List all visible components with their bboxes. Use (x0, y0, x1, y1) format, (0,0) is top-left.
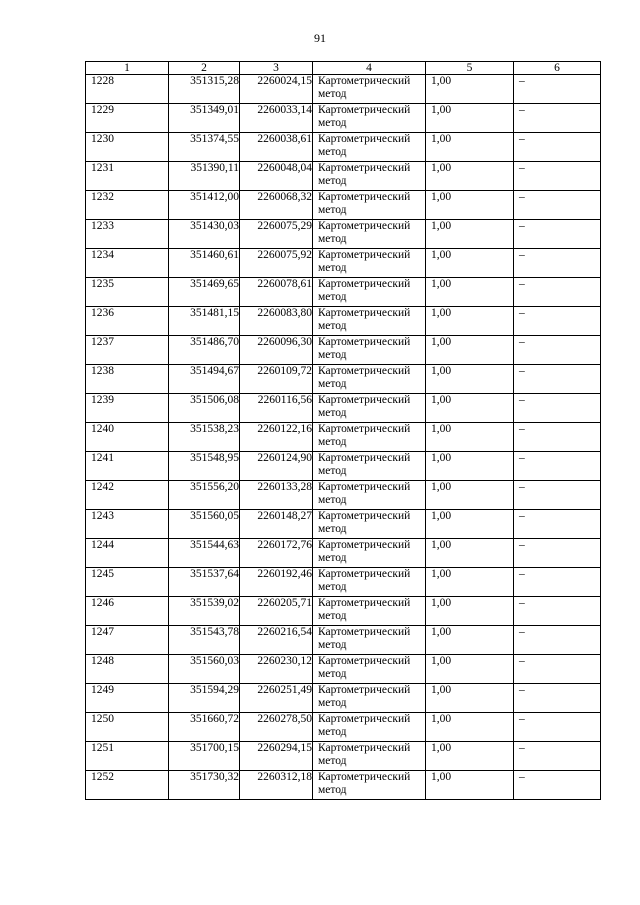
note-cell: – (514, 394, 601, 423)
x-coordinate-cell: 351560,05 (169, 510, 240, 539)
note-cell: – (514, 655, 601, 684)
point-number-cell: 1242 (86, 481, 169, 510)
table-row (86, 568, 601, 597)
x-coordinate-cell: 351494,67 (169, 365, 240, 394)
point-number-cell: 1241 (86, 452, 169, 481)
precision-cell: 1,00 (426, 626, 514, 655)
table-row (86, 742, 601, 771)
note-cell: – (514, 626, 601, 655)
precision-cell: 1,00 (426, 220, 514, 249)
table-row (86, 626, 601, 655)
precision-cell: 1,00 (426, 481, 514, 510)
point-number-cell: 1236 (86, 307, 169, 336)
method-cell: Картометрический метод (313, 394, 426, 423)
point-number-cell: 1245 (86, 568, 169, 597)
x-coordinate-cell: 351700,15 (169, 742, 240, 771)
point-number-cell: 1229 (86, 104, 169, 133)
y-coordinate-cell: 2260205,71 (240, 597, 313, 626)
point-number-cell: 1252 (86, 771, 169, 800)
precision-cell: 1,00 (426, 568, 514, 597)
precision-cell: 1,00 (426, 510, 514, 539)
table-row (86, 307, 601, 336)
method-cell: Картометрический метод (313, 162, 426, 191)
table-row (86, 510, 601, 539)
note-cell: – (514, 423, 601, 452)
table-body (86, 75, 601, 800)
table-row (86, 452, 601, 481)
method-cell: Картометрический метод (313, 771, 426, 800)
y-coordinate-cell: 2260312,18 (240, 771, 313, 800)
y-coordinate-cell: 2260078,61 (240, 278, 313, 307)
column-header: 3 (240, 62, 313, 75)
x-coordinate-cell: 351315,28 (169, 75, 240, 104)
note-cell: – (514, 539, 601, 568)
note-cell: – (514, 75, 601, 104)
x-coordinate-cell: 351560,03 (169, 655, 240, 684)
x-coordinate-cell: 351506,08 (169, 394, 240, 423)
y-coordinate-cell: 2260133,28 (240, 481, 313, 510)
table-row (86, 191, 601, 220)
precision-cell: 1,00 (426, 336, 514, 365)
page-number: 91 (314, 31, 326, 45)
y-coordinate-cell: 2260172,76 (240, 539, 313, 568)
table-row (86, 597, 601, 626)
precision-cell: 1,00 (426, 452, 514, 481)
x-coordinate-cell: 351460,61 (169, 249, 240, 278)
column-header: 5 (426, 62, 514, 75)
precision-cell: 1,00 (426, 655, 514, 684)
x-coordinate-cell: 351594,29 (169, 684, 240, 713)
x-coordinate-cell: 351486,70 (169, 336, 240, 365)
column-header: 6 (514, 62, 601, 75)
point-number-cell: 1230 (86, 133, 169, 162)
y-coordinate-cell: 2260116,56 (240, 394, 313, 423)
note-cell: – (514, 742, 601, 771)
y-coordinate-cell: 2260294,15 (240, 742, 313, 771)
y-coordinate-cell: 2260075,92 (240, 249, 313, 278)
x-coordinate-cell: 351412,00 (169, 191, 240, 220)
point-number-cell: 1243 (86, 510, 169, 539)
precision-cell: 1,00 (426, 75, 514, 104)
point-number-cell: 1240 (86, 423, 169, 452)
note-cell: – (514, 278, 601, 307)
precision-cell: 1,00 (426, 684, 514, 713)
table-row (86, 336, 601, 365)
x-coordinate-cell: 351538,23 (169, 423, 240, 452)
table-row (86, 278, 601, 307)
method-cell: Картометрический метод (313, 336, 426, 365)
table-row (86, 713, 601, 742)
x-coordinate-cell: 351390,11 (169, 162, 240, 191)
point-number-cell: 1228 (86, 75, 169, 104)
precision-cell: 1,00 (426, 104, 514, 133)
precision-cell: 1,00 (426, 597, 514, 626)
point-number-cell: 1235 (86, 278, 169, 307)
note-cell: – (514, 684, 601, 713)
note-cell: – (514, 771, 601, 800)
y-coordinate-cell: 2260192,46 (240, 568, 313, 597)
point-number-cell: 1232 (86, 191, 169, 220)
point-number-cell: 1233 (86, 220, 169, 249)
precision-cell: 1,00 (426, 742, 514, 771)
method-cell: Картометрический метод (313, 75, 426, 104)
x-coordinate-cell: 351349,01 (169, 104, 240, 133)
method-cell: Картометрический метод (313, 278, 426, 307)
y-coordinate-cell: 2260083,80 (240, 307, 313, 336)
point-number-cell: 1231 (86, 162, 169, 191)
note-cell: – (514, 104, 601, 133)
point-number-cell: 1237 (86, 336, 169, 365)
x-coordinate-cell: 351556,20 (169, 481, 240, 510)
y-coordinate-cell: 2260122,16 (240, 423, 313, 452)
x-coordinate-cell: 351660,72 (169, 713, 240, 742)
y-coordinate-cell: 2260096,30 (240, 336, 313, 365)
point-number-cell: 1239 (86, 394, 169, 423)
table-row (86, 684, 601, 713)
note-cell: – (514, 162, 601, 191)
note-cell: – (514, 597, 601, 626)
method-cell: Картометрический метод (313, 133, 426, 162)
point-number-cell: 1250 (86, 713, 169, 742)
precision-cell: 1,00 (426, 133, 514, 162)
x-coordinate-cell: 351469,65 (169, 278, 240, 307)
table-row (86, 481, 601, 510)
precision-cell: 1,00 (426, 394, 514, 423)
y-coordinate-cell: 2260230,12 (240, 655, 313, 684)
x-coordinate-cell: 351537,64 (169, 568, 240, 597)
y-coordinate-cell: 2260068,32 (240, 191, 313, 220)
method-cell: Картометрический метод (313, 742, 426, 771)
y-coordinate-cell: 2260024,15 (240, 75, 313, 104)
note-cell: – (514, 191, 601, 220)
method-cell: Картометрический метод (313, 423, 426, 452)
point-number-cell: 1238 (86, 365, 169, 394)
coordinates-table (85, 61, 601, 800)
point-number-cell: 1244 (86, 539, 169, 568)
method-cell: Картометрический метод (313, 249, 426, 278)
note-cell: – (514, 510, 601, 539)
table-row (86, 104, 601, 133)
y-coordinate-cell: 2260278,50 (240, 713, 313, 742)
precision-cell: 1,00 (426, 307, 514, 336)
note-cell: – (514, 249, 601, 278)
x-coordinate-cell: 351374,55 (169, 133, 240, 162)
method-cell: Картометрический метод (313, 104, 426, 133)
note-cell: – (514, 365, 601, 394)
method-cell: Картометрический метод (313, 220, 426, 249)
table-row (86, 539, 601, 568)
method-cell: Картометрический метод (313, 684, 426, 713)
x-coordinate-cell: 351430,03 (169, 220, 240, 249)
table-row (86, 423, 601, 452)
x-coordinate-cell: 351481,15 (169, 307, 240, 336)
method-cell: Картометрический метод (313, 191, 426, 220)
method-cell: Картометрический метод (313, 307, 426, 336)
method-cell: Картометрический метод (313, 655, 426, 684)
y-coordinate-cell: 2260038,61 (240, 133, 313, 162)
method-cell: Картометрический метод (313, 713, 426, 742)
precision-cell: 1,00 (426, 278, 514, 307)
note-cell: – (514, 307, 601, 336)
table-row (86, 249, 601, 278)
table-row (86, 394, 601, 423)
method-cell: Картометрический метод (313, 539, 426, 568)
point-number-cell: 1247 (86, 626, 169, 655)
method-cell: Картометрический метод (313, 452, 426, 481)
method-cell: Картометрический метод (313, 510, 426, 539)
precision-cell: 1,00 (426, 713, 514, 742)
precision-cell: 1,00 (426, 365, 514, 394)
x-coordinate-cell: 351539,02 (169, 597, 240, 626)
method-cell: Картометрический метод (313, 365, 426, 394)
y-coordinate-cell: 2260216,54 (240, 626, 313, 655)
table-row (86, 162, 601, 191)
y-coordinate-cell: 2260033,14 (240, 104, 313, 133)
table-header-row (86, 62, 601, 75)
precision-cell: 1,00 (426, 249, 514, 278)
note-cell: – (514, 481, 601, 510)
point-number-cell: 1249 (86, 684, 169, 713)
table-row (86, 133, 601, 162)
table-row (86, 75, 601, 104)
x-coordinate-cell: 351730,32 (169, 771, 240, 800)
method-cell: Картометрический метод (313, 597, 426, 626)
note-cell: – (514, 336, 601, 365)
y-coordinate-cell: 2260148,27 (240, 510, 313, 539)
precision-cell: 1,00 (426, 423, 514, 452)
y-coordinate-cell: 2260109,72 (240, 365, 313, 394)
point-number-cell: 1251 (86, 742, 169, 771)
note-cell: – (514, 220, 601, 249)
x-coordinate-cell: 351543,78 (169, 626, 240, 655)
x-coordinate-cell: 351548,95 (169, 452, 240, 481)
method-cell: Картометрический метод (313, 568, 426, 597)
y-coordinate-cell: 2260124,90 (240, 452, 313, 481)
note-cell: – (514, 713, 601, 742)
note-cell: – (514, 568, 601, 597)
point-number-cell: 1248 (86, 655, 169, 684)
precision-cell: 1,00 (426, 162, 514, 191)
method-cell: Картометрический метод (313, 626, 426, 655)
precision-cell: 1,00 (426, 539, 514, 568)
method-cell: Картометрический метод (313, 481, 426, 510)
column-header: 1 (86, 62, 169, 75)
column-header: 2 (169, 62, 240, 75)
table-row (86, 365, 601, 394)
table-row (86, 655, 601, 684)
note-cell: – (514, 133, 601, 162)
table-row (86, 220, 601, 249)
y-coordinate-cell: 2260048,04 (240, 162, 313, 191)
point-number-cell: 1246 (86, 597, 169, 626)
x-coordinate-cell: 351544,63 (169, 539, 240, 568)
column-header: 4 (313, 62, 426, 75)
precision-cell: 1,00 (426, 191, 514, 220)
note-cell: – (514, 452, 601, 481)
y-coordinate-cell: 2260075,29 (240, 220, 313, 249)
precision-cell: 1,00 (426, 771, 514, 800)
point-number-cell: 1234 (86, 249, 169, 278)
y-coordinate-cell: 2260251,49 (240, 684, 313, 713)
table-row (86, 771, 601, 800)
